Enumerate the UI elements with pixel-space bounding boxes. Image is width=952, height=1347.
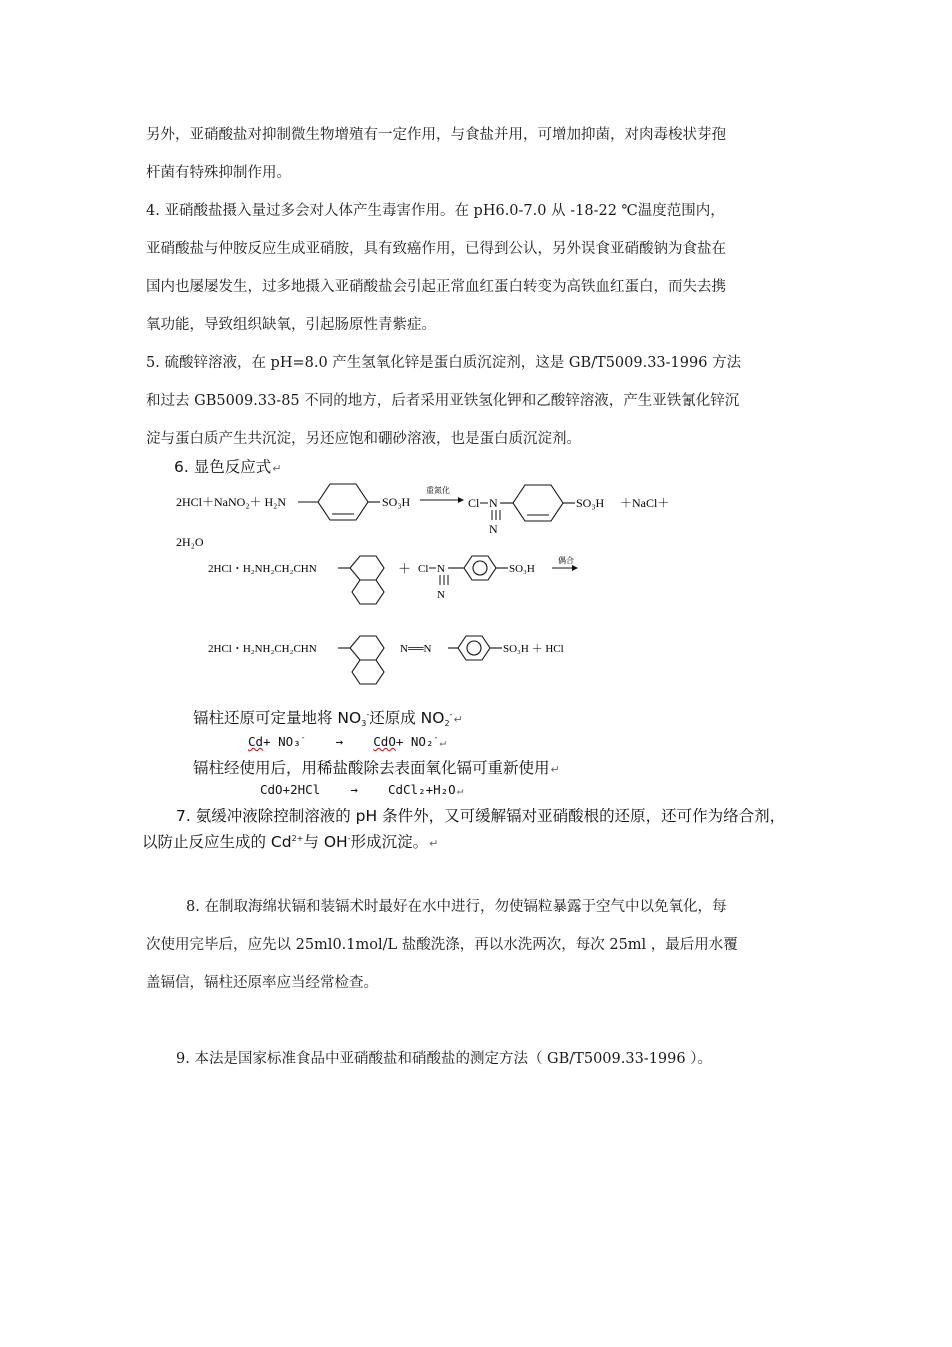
equation-term: CdCl₂+H₂O	[387, 782, 456, 797]
equation-term: CdO	[373, 734, 396, 749]
equation-term: CdO+2HCl	[260, 782, 321, 797]
text-segment: 形成沉淀。	[350, 833, 429, 851]
paragraph-7-line-2	[142, 830, 438, 852]
arrow-icon: →	[335, 734, 344, 749]
paragraph-8	[146, 888, 814, 1002]
reaction2-plus: ＋	[398, 561, 412, 576]
coupling-label: 偶合	[558, 556, 574, 565]
paragraph-4	[146, 192, 814, 344]
arrowhead-icon	[458, 497, 464, 503]
reaction2-n1: N	[437, 563, 445, 575]
azo-linkage: N══N	[400, 643, 432, 655]
reaction2-reactant: 2HCl・H₂NH₂CH₂CHN	[208, 563, 317, 575]
text-segment: 7. 氨缓冲液除控制溶液的 pH 条件外，又可缓解镉对亚硝酸根的还原，还可作为络合剂，	[176, 807, 786, 825]
text-segment: 镉柱还原可定量地将 NO	[193, 709, 362, 727]
equation-term: + NO₂	[395, 734, 434, 749]
text-line: 9. 本法是国家标准食品中亚硝酸盐和硝酸盐的测定方法（ GB/T5009.33-1996 ）。	[176, 1051, 712, 1067]
paragraph-mark: ↵	[453, 713, 463, 726]
paragraph-3-continuation	[146, 116, 814, 192]
text-line: 亚硝酸盐与仲胺反应生成亚硝胺，具有致癌作用，已得到公认，另外误食亚硝酸钠为食盐在	[146, 241, 726, 257]
text-segment: 以防止反应生成的 Cd	[142, 833, 292, 851]
text-line: 和过去 GB5009.33-85 不同的地方，后者采用亚铁氢化钾和乙酸锌溶液，产生亚铁氰化锌沉	[146, 393, 740, 409]
naphthalene-ring-1	[338, 556, 384, 604]
naphthalene-ring-2	[338, 636, 384, 684]
text-line: 另外，亚硝酸盐对抑制微生物增殖有一定作用，与食盐并用，可增加抑菌，对肉毒梭状芽孢	[146, 127, 726, 143]
superscript: -	[449, 710, 453, 719]
superscript: -	[366, 710, 370, 719]
paragraph-7-line-1	[176, 804, 785, 826]
benzene-ring-3	[448, 556, 508, 580]
superscript: -	[433, 733, 439, 742]
text-segment: 镉柱经使用后，用稀盐酸除去表面氧化镉可重新使用	[193, 759, 550, 777]
text-line: 盖镉信，镉柱还原率应当经常检查。	[146, 975, 378, 991]
superscript: -	[347, 834, 351, 843]
reaction1-product-so3h: SO₃H	[576, 496, 605, 510]
text-segment: 与 OH	[303, 833, 348, 851]
section-6-heading	[174, 455, 281, 477]
arrow-icon: →	[350, 782, 358, 797]
text-line: 氧功能，导致组织缺氧，引起肠原性青紫症。	[146, 317, 436, 333]
heading-text: 6. 显色反应式	[174, 458, 272, 476]
reaction2-n2: N	[437, 589, 445, 601]
arrowhead-icon	[572, 565, 578, 571]
text-line: 杆菌有特殊抑制作用。	[146, 165, 291, 181]
reaction1-n2: N	[489, 522, 498, 536]
superscript: 2+	[291, 834, 304, 843]
subscript: 2	[444, 719, 450, 728]
equation-term: Cd	[248, 734, 264, 749]
reaction2-so3h: SO₃H	[509, 563, 535, 575]
benzene-ring-4	[448, 636, 502, 660]
cd-reduction-line	[193, 706, 463, 728]
reaction1-n1: N	[489, 496, 498, 510]
cd-equation-2	[260, 782, 463, 797]
paragraph-mark: ↵	[439, 736, 446, 749]
text-line: 国内也屡屡发生，过多地摄入亚硝酸盐会引起正常血红蛋白转变为高铁血红蛋白，而失去携	[146, 279, 726, 295]
text-line: 次使用完毕后，应先以 25ml0.1mol/L 盐酸洗涤，再以水洗两次，每次 25ml ，最后用水覆	[146, 937, 738, 953]
text-segment: 还原成 NO	[369, 709, 445, 727]
paragraph-mark: ↵	[429, 837, 439, 850]
reaction1-tail: ＋NaCl＋	[620, 496, 670, 510]
reaction1-reactants: 2HCl＋NaNO₂＋ H₂N	[176, 495, 287, 509]
benzene-ring-1	[298, 484, 380, 520]
reaction3-tail: SO₃H ＋ HCl	[503, 643, 564, 655]
reaction2-cl: Cl	[418, 563, 429, 575]
reaction-scheme	[168, 480, 688, 692]
text-line: 淀与蛋白质产生共沉淀，另还应饱和硼砂溶液，也是蛋白质沉淀剂。	[146, 431, 581, 447]
paragraph-5	[146, 344, 814, 458]
paragraph-9	[176, 1040, 844, 1078]
reaction1-so3h: SO₃H	[382, 495, 411, 509]
diazotization-label: 重氮化	[426, 486, 450, 495]
subscript: 3	[361, 719, 367, 728]
cd-equation-1	[248, 734, 446, 749]
reaction1-cl: Cl	[468, 496, 480, 510]
cd-regeneration-line	[193, 756, 560, 778]
equation-term: + NO₃	[263, 734, 301, 749]
reaction3-product: 2HCl・H₂NH₂CH₂CHN	[208, 643, 317, 655]
text-line: 5. 硫酸锌溶液，在 pH=8.0 产生氢氧化锌是蛋白质沉淀剂，这是 GB/T5009.33-1996 方法	[146, 355, 742, 371]
text-line: 4. 亚硝酸盐摄入量过多会对人体产生毒害作用。在 pH6.0-7.0 从 -18-22 ℃温度范围内，	[146, 203, 725, 219]
superscript: -	[300, 733, 306, 742]
paragraph-mark: ↵	[272, 462, 282, 475]
text-line: 8. 在制取海绵状镉和装镉术时最好在水中进行，勿使镉粒暴露于空气中以免氧化，每	[186, 899, 727, 915]
benzene-ring-2	[500, 485, 575, 521]
paragraph-mark: ↵	[550, 763, 560, 776]
paragraph-mark: ↵	[456, 784, 464, 797]
water-product: 2H₂O	[176, 535, 204, 549]
